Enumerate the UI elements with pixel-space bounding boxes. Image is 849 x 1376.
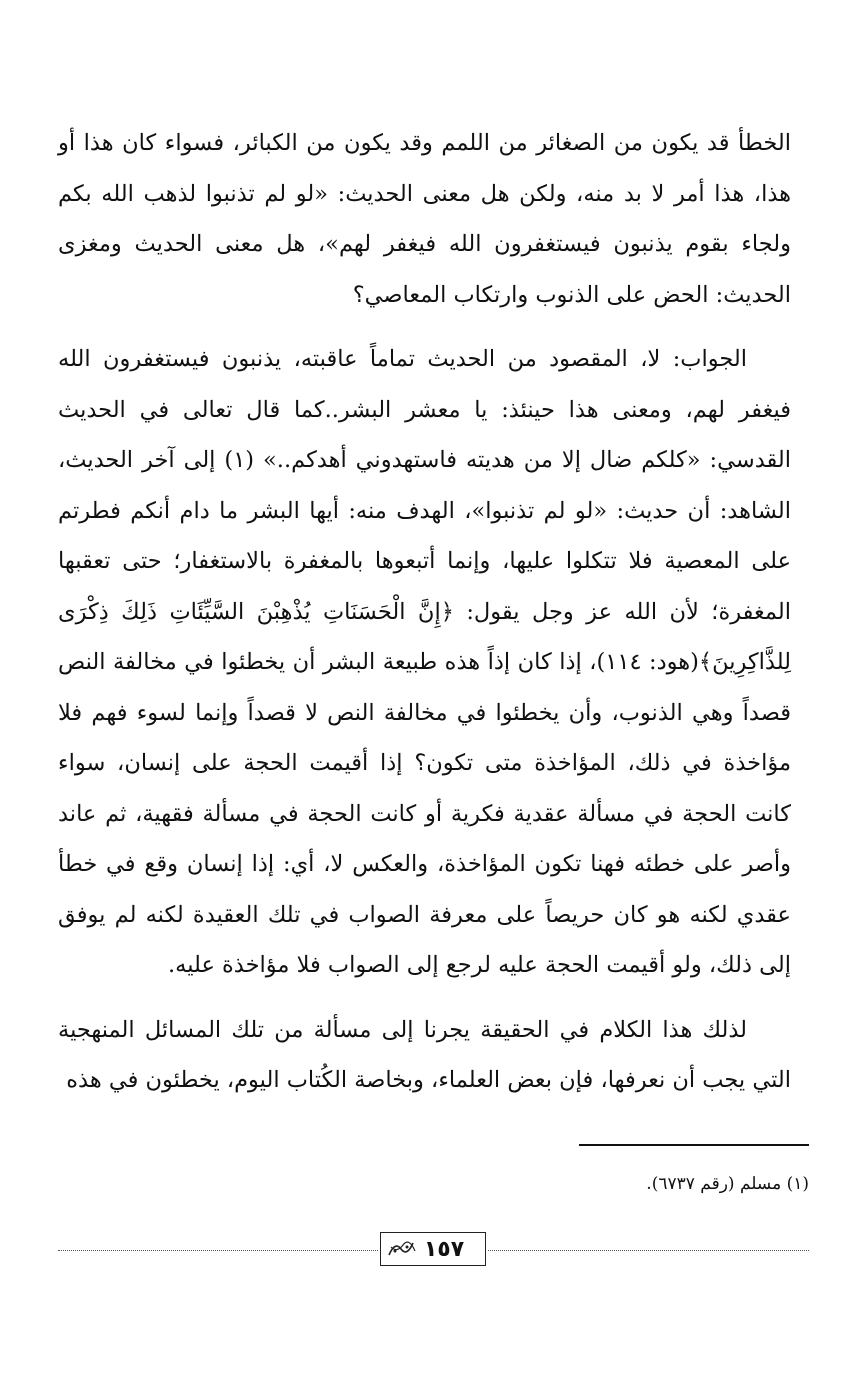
main-text [58, 118, 791, 1106]
page-number-frame [380, 1232, 486, 1266]
dotted-rule-right [488, 1250, 809, 1251]
ornament-icon [387, 1237, 417, 1261]
page-footer [58, 1230, 809, 1270]
page-number: ١٥٧ [423, 1236, 465, 1262]
dotted-rule-left [58, 1250, 378, 1251]
paragraph-3: لذلك هذا الكلام في الحقيقة يجرنا إلى مسألة من تلك المسائل المنهجية التي يجب أن نعرفها، فإن بعض العلماء، وبخاصة الكُتاب اليوم، يخطئون في هذه [58, 1016, 791, 1093]
paragraph-1: الخطأ قد يكون من الصغائر من اللمم وقد يكون من الكبائر، فسواء كان هذا أو هذا، هذا أمر لا بد منه، ولكن هل معنى الحديث: «لو لم تذنبوا لذهب الله بكم ولجاء بقوم يذنبون فيستغفرون الله فيغفر لهم»، هل معنى الحديث ومغزى الحديث: الحض على الذنوب وارتكاب المعاصي؟ [58, 130, 791, 308]
paragraph-2: الجواب: لا، المقصود من الحديث تماماً عاقبته، يذنبون فيستغفرون الله فيغفر لهم، ومعنى هذا حينئذ: يا معشر البشر..كما قال تعالى في الحديث القدسي: «كلكم ضال إلا من هديته فاستهدوني أهدكم..» (١) إلى آخر الحديث، الشاهد: أن حديث: «لو لم تذنبوا»، الهدف منه: أيها البشر ما دام أنكم فطرتم على المعصية فلا تتكلوا عليها، وإنما أتبعوها بالمغفرة بالاستغفار؛ حتى تعقبها المغفرة؛ لأن الله عز وجل يقول: ﴿إِنَّ الْحَسَنَاتِ يُذْهِبْنَ السَّيِّئَاتِ ذَلِكَ ذِكْرَى لِلذَّاكِرِينَ﴾(هود: ١١٤)، إذا كان إذاً هذه طبيعة البشر أن يخطئوا في مخالفة النص قصداً وهي الذنوب، وأن يخطئوا في مخالفة النص لا قصداً وإنما لسوء فهم فلا مؤاخذة في ذلك، المؤاخذة متى تكون؟ إذا أقيمت الحجة على إنسان، سواء كانت الحجة في مسألة عقدية فكرية أو كانت الحجة في مسألة فقهية، ثم عاند وأصر على خطئه فهنا تكون المؤاخذة، والعكس لا، أي: إذا إنسان وقع في خطأ عقدي لكنه هو كان حريصاً على معرفة الصواب في تلك العقيدة لكنه لم يوفق إلى ذلك، ولو أقيمت الحجة عليه لرجع إلى الصواب فلا مؤاخذة عليه. [58, 346, 791, 978]
footnote-divider [579, 1144, 809, 1146]
footnote: (١) مسلم (رقم ٦٧٣٧). [646, 1174, 809, 1194]
